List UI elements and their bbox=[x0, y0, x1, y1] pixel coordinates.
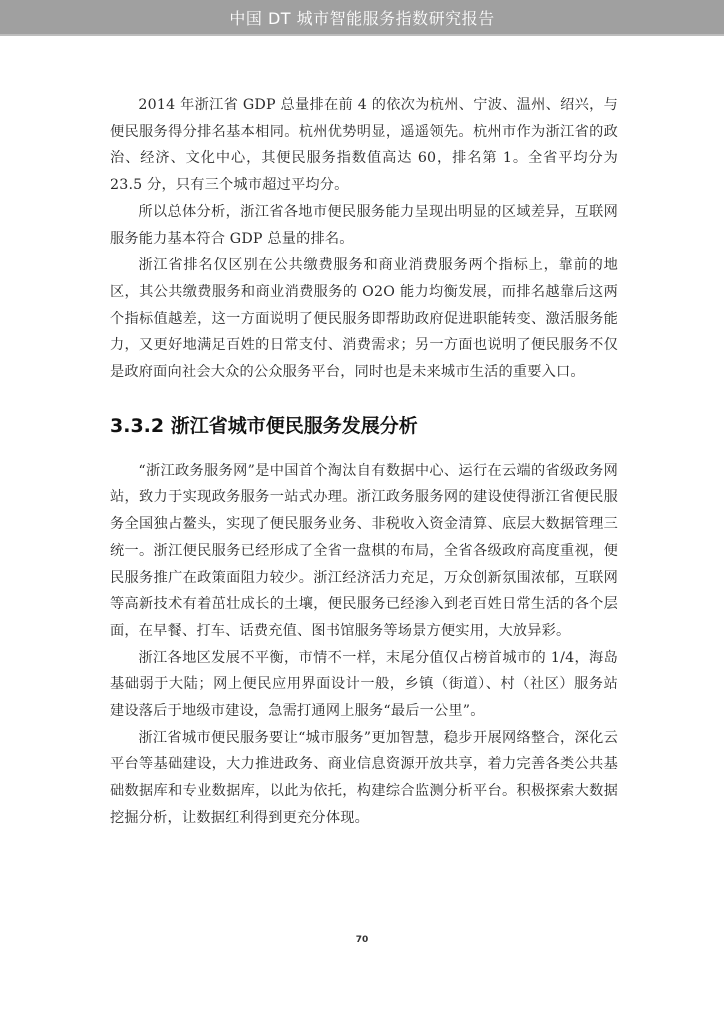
paragraph-gdp-ranking: 2014 年浙江省 GDP 总量排在前 4 的依次为杭州、宁波、温州、绍兴，与便民服务得分排名基本相同。杭州优势明显，遥遥领先。杭州市作为浙江省的政治、经济、文化中心，其便民服务指数值高达 60，排名第 1。全省平均分为 23.5 分，只有三个城市超过平均分。 bbox=[110, 97, 618, 194]
paragraph-smart-city-service: 浙江省城市便民服务要让“城市服务”更加智慧，稳步开展网络整合，深化云平台等基础建设，大力推进政务、商业信息资源开放共享，着力完善各类公共基础数据库和专业数据库，以此为依托，构建综合监测分析平台。积极探索大数据挖掘分析，让数据红利得到更充分体现。 bbox=[110, 729, 618, 826]
page-content bbox=[110, 92, 618, 832]
page-number: 70 bbox=[355, 935, 369, 945]
paragraph-zhejiang-gov-service-net: “浙江政务服务网”是中国首个淘汰自有数据中心、运行在云端的省级政务网站，致力于实现政务服务一站式办理。浙江政务服务网的建设使得浙江省便民服务全国独占鳌头，实现了便民服务业务、非税收入资金清算、底层大数据管理三统一。浙江便民服务已经形成了全省一盘棋的布局，全省各级政府高度重视，便民服务推广在政策面阻力较少。浙江经济活力充足，万众创新氛围浓郁，互联网等高新技术有着茁壮成长的土壤，便民服务已经渗入到老百姓日常生活的各个层面，在早餐、打车、话费充值、图书馆服务等场景方便实用，大放异彩。 bbox=[110, 462, 618, 639]
section-heading: 3.3.2 浙江省城市便民服务发展分析 bbox=[110, 414, 418, 437]
paragraph-regional-imbalance: 浙江各地区发展不平衡，市情不一样，末尾分值仅占榜首城市的 1/4，海岛基础弱于大陆；网上便民应用界面设计一般，乡镇（街道）、村（社区）服务站建设落后于地级市建设，急需打通网上服务“最后一公里”。 bbox=[110, 649, 618, 720]
report-title: 中国 DT 城市智能服务指数研究报告 bbox=[229, 8, 495, 28]
report-header-bar bbox=[0, 0, 724, 36]
paragraph-overall-analysis: 所以总体分析，浙江省各地市便民服务能力呈现出明显的区域差异，互联网服务能力基本符合 GDP 总量的排名。 bbox=[110, 203, 618, 247]
paragraph-indicator-difference: 浙江省排名仅区别在公共缴费服务和商业消费服务两个指标上，靠前的地区，其公共缴费服务和商业消费服务的 O2O 能力均衡发展，而排名越靠后这两个指标值越差，这一方面说明了便民服务即帮助政府促进职能转变、激活服务能力，又更好地满足百姓的日常支付、消费需求；另一方面也说明了便民服务不仅是政府面向社会大众的公众服务平台，同时也是未来城市生活的重要入口。 bbox=[110, 257, 618, 381]
